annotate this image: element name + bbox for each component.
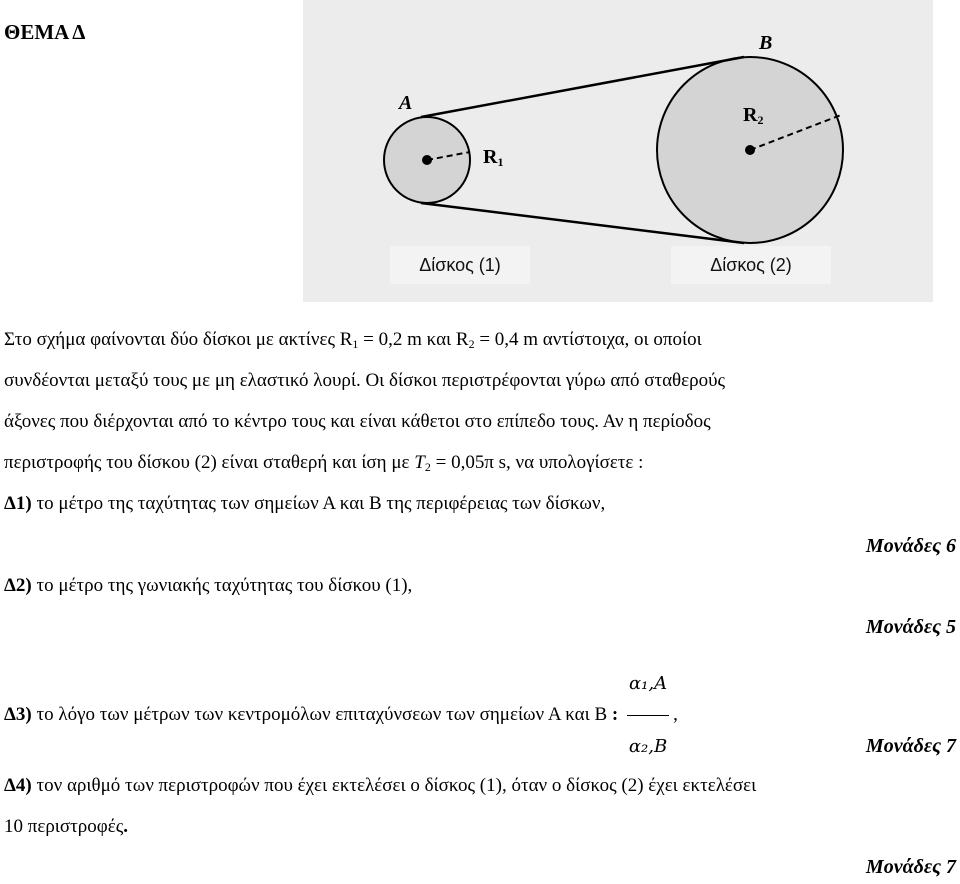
acceleration-ratio: $\frac{\text{α₁,A}}{\text{α₂,B}}$ — [627, 655, 669, 776]
label-r2: $R_2$ — [743, 104, 764, 127]
caption-disc-2: Δίσκος (2) — [671, 246, 831, 284]
question-d1: Δ1) το μέτρο της ταχύτητας των σημείων Α και Β της περιφέρειας των δίσκων, — [4, 493, 606, 514]
intro-line-4: περιστροφής του δίσκου (2) είναι σταθερή και ίση με $T_2 = 0,05\pi$ s, να υπολογίσετε : — [4, 452, 644, 474]
marks-d1: Μονάδες 6 — [865, 535, 956, 557]
label-r1: $R_1$ — [483, 146, 504, 169]
marks-d3: Μονάδες 7 — [865, 735, 956, 757]
question-d4: Δ4) τον αριθμό των περιστροφών που έχει εκτελέσει ο δίσκος (1), όταν ο δίσκος (2) έχει εκτελέσει — [4, 775, 757, 796]
intro-line-2: συνδέονται μεταξύ τους με μη ελαστικό λουρί. Οι δίσκοι περιστρέφονται γύρω από σταθερούς — [4, 370, 726, 391]
label-point-a: A — [399, 92, 413, 114]
label-point-b: B — [759, 32, 773, 54]
question-d4-cont: 10 περιστροφές. — [4, 816, 128, 837]
intro-line-3: άξονες που διέρχονται από το κέντρο τους και είναι κάθετοι στο επίπεδο τους. Αν η περίοδος — [4, 411, 711, 432]
section-heading: ΘΕΜΑ Δ — [4, 20, 86, 44]
intro-line-1: Στο σχήμα φαίνονται δύο δίσκοι με ακτίνες $R_1 = 0,2$ m και $R_2 = 0,4$ m αντίστοιχα, οι οποίοι — [4, 329, 702, 351]
question-d3: Δ3) το λόγο των μέτρων των κεντρομόλων επιταχύνσεων των σημείων Α και Β : $\frac{\text{α₁,A}}{\text{α₂,B}}$ , — [4, 655, 678, 776]
caption-disc-1: Δίσκος (1) — [390, 246, 530, 284]
question-d2: Δ2) το μέτρο της γωνιακής ταχύτητας του δίσκου (1), — [4, 575, 413, 596]
marks-d2: Μονάδες 5 — [865, 616, 956, 638]
marks-d4: Μονάδες 7 — [865, 856, 956, 878]
belt-discs-figure — [303, 0, 933, 302]
